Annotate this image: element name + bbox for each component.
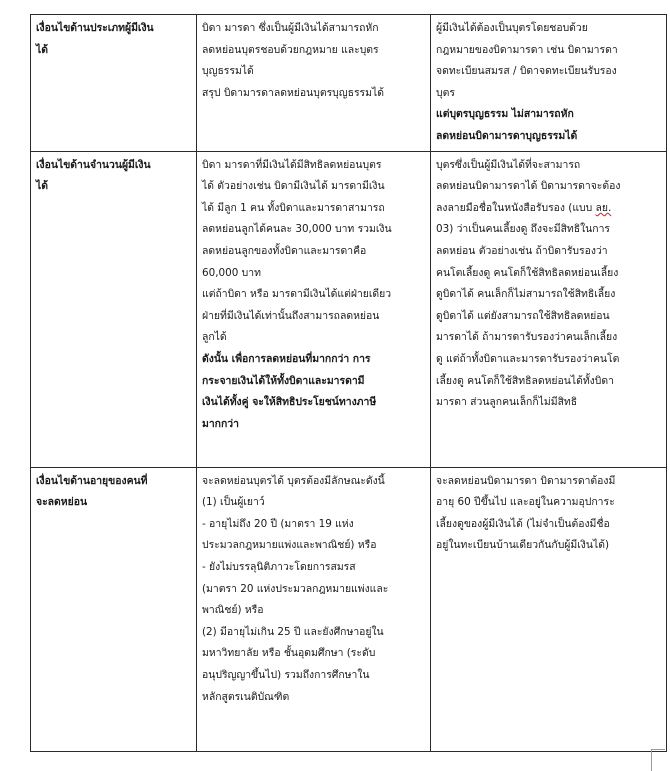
row-label-line: เงื่อนไขด้านประเภทผู้มีเงิน (36, 22, 154, 34)
cell-line: ลูกได้ (202, 331, 227, 344)
cell-line: อนุปริญญาขึ้นไป) รวมถึงการศึกษาใน (202, 668, 370, 681)
cell-line: บุญธรรมได้ (202, 65, 254, 78)
cell-line: - ยังไม่บรรลุนิติภาวะโดยการสมรส (202, 560, 356, 573)
page-corner-mark (651, 749, 665, 771)
cell-line: จะลดหย่อนบุตรได้ บุตรต้องมีลักษณะดังนี้ (202, 474, 385, 487)
cell-line: 03) ว่าเป็นคนเลี้ยงดู ถึงจะมีสิทธิในการ (436, 223, 610, 236)
parent-deduction-cell (197, 15, 431, 152)
row-label-line: ได้ (36, 180, 48, 193)
row-label-line: จะลดหย่อน (36, 496, 88, 509)
cell-line: (2) มีอายุไม่เกิน 25 ปี และยังศึกษาอยู่ใน (202, 625, 384, 638)
cell-line: กระจายเงินได้ให้ทั้งบิดาและมารดามี (202, 374, 365, 387)
cell-line: 60,000 บาท (202, 266, 261, 279)
cell-line: ลดหย่อนลูกของทั้งบิดาและมารดาคือ (202, 244, 367, 257)
cell-line: (มาตรา 20 แห่งประมวลกฎหมายแพ่งและ (202, 582, 389, 595)
cell-line: ดูบิดาได้ คนเล็กก็ไม่สามารถใช้สิทธิเลี้ยง (436, 288, 616, 301)
cell-line: ประมวลกฎหมายแพ่งและพาณิชย์) หรือ (202, 539, 377, 552)
cell-line: ลดหย่อนบิดามารดาบุญธรรมได้ (436, 129, 578, 142)
cell-line: (1) เป็นผู้เยาว์ (202, 496, 265, 509)
cell-line: เลี้ยงดูของผู้มีเงินได้ (ไม่จำเป็นต้องมีชื่อ (436, 517, 610, 530)
cell-line: อายุ 60 ปีขึ้นไป และอยู่ในความอุปการะ (436, 496, 615, 509)
row-label-cell (31, 15, 197, 152)
cell-line: มารดาได้ ถ้ามารดารับรองว่าคนเล็กเลี้ยง (436, 331, 618, 344)
row-label-line: ได้ (36, 43, 48, 56)
row-label-cell (31, 151, 197, 467)
conditions-table (30, 14, 667, 752)
spellcheck-marked-text: ลย. (595, 201, 612, 214)
cell-line: ดู แต่ถ้าทั้งบิดาและมารดารับรองว่าคนโต (436, 352, 620, 365)
cell-line: ลดหย่อนบุตรชอบด้วยกฎหมาย และบุตร (202, 43, 379, 56)
cell-line: บุตร (436, 86, 455, 99)
cell-line: จะลดหย่อนบิดามารดา บิดามารดาต้องมี (436, 474, 616, 487)
table-row (31, 15, 667, 152)
cell-line: คนโตเลี้ยงดู คนโตก็ใช้สิทธิลดหย่อนเลี้ยง (436, 266, 619, 279)
cell-line: ดังนั้น เพื่อการลดหย่อนที่มากกว่า การ (202, 352, 371, 365)
cell-line: ผู้มีเงินได้ต้องเป็นบุตรโดยชอบด้วย (436, 22, 588, 34)
cell-line: แต่ถ้าบิดา หรือ มารดามีเงินได้แต่ฝ่ายเดียว (202, 288, 392, 301)
cell-line: พาณิชย์) หรือ (202, 604, 264, 617)
cell-line: ลดหย่อน ตัวอย่างเช่น ถ้าบิดารับรองว่า (436, 244, 608, 257)
child-deduction-cell (431, 151, 667, 467)
cell-line: เงินได้ทั้งคู่ จะให้สิทธิประโยชน์ทางภาษี (202, 396, 377, 409)
cell-line: จดทะเบียนสมรส / บิดาจดทะเบียนรับรอง (436, 65, 617, 78)
cell-line: มารดา ส่วนลูกคนเล็กก็ไม่มีสิทธิ (436, 396, 578, 409)
cell-line: แต่บุตรบุญธรรม ไม่สามารถหัก (436, 108, 574, 121)
cell-line: อยู่ในทะเบียนบ้านเดียวกันกับผู้มีเงินได้) (436, 539, 610, 552)
cell-line: ลดหย่อนลูกได้คนละ 30,000 บาท รวมเงิน (202, 223, 392, 236)
cell-line: หลักสูตรเนติบัณฑิต (202, 690, 290, 703)
cell-line: บิดา มารดาที่มีเงินได้มีสิทธิลดหย่อนบุตร (202, 158, 382, 171)
cell-line: - อายุไม่ถึง 20 ปี (มาตรา 19 แห่ง (202, 517, 354, 530)
cell-line: ดูบิดาได้ แต่ยังสามารถใช้สิทธิลดหย่อน (436, 309, 610, 322)
cell-line: มากกว่า (202, 417, 239, 430)
cell-line: บิดา มารดา ซึ่งเป็นผู้มีเงินได้สามารถหัก (202, 22, 379, 34)
cell-line: ได้ ตัวอย่างเช่น บิดามีเงินได้ มารดามีเงิน (202, 180, 385, 193)
child-deduction-cell (431, 15, 667, 152)
cell-line: มหาวิทยาลัย หรือ ชั้นอุดมศึกษา (ระดับ (202, 647, 376, 660)
cell-line: บุตรซึ่งเป็นผู้มีเงินได้ที่จะสามารถ (436, 158, 581, 171)
cell-line: กฎหมายของบิดามารดา เช่น บิดามารดา (436, 43, 618, 56)
cell-line: ฝ่ายที่มีเงินได้เท่านั้นถึงสามารถลดหย่อน (202, 309, 380, 322)
cell-line: ลงลายมือชื่อในหนังสือรับรอง (แบบ ลย. (436, 201, 612, 214)
table-row (31, 467, 667, 751)
child-deduction-cell (431, 467, 667, 751)
cell-line: สรุป บิดามารดาลดหย่อนบุตรบุญธรรมได้ (202, 86, 384, 99)
parent-deduction-cell (197, 467, 431, 751)
cell-line: เลี้ยงดู คนโตก็ใช้สิทธิลดหย่อนได้ทั้งบิดา (436, 374, 614, 387)
table-row (31, 151, 667, 467)
cell-line: ลดหย่อนบิดามารดาได้ บิดามารดาจะต้อง (436, 180, 621, 193)
row-label-cell (31, 467, 197, 751)
row-label-line: เงื่อนไขด้านจำนวนผู้มีเงิน (36, 158, 151, 171)
cell-line: ได้ มีลูก 1 คน ทั้งบิดาและมารดาสามารถ (202, 201, 385, 214)
row-label-line: เงื่อนไขด้านอายุของคนที่ (36, 474, 148, 487)
parent-deduction-cell (197, 151, 431, 467)
